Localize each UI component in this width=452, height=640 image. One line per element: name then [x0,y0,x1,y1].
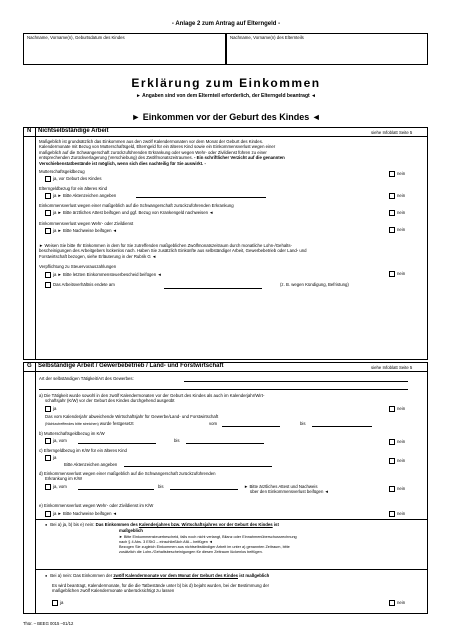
q-employment-end[interactable]: Das Arbeitsverhältnis endete am [45,282,115,288]
checkbox[interactable] [389,439,395,445]
g-d-yes[interactable]: ja, vom [45,484,67,490]
g-a-deviating-note: (Nichtzutreffendes bitte streichen) wurde festgesetzt [45,421,134,426]
g-e-label: e) Einkommensverlust wegen Wehr- oder Zivildienst im K/W [39,503,154,508]
parent-name-label: Nachname, Vorname(n) des Elternteils [230,35,304,40]
q-parental-no[interactable]: nein [389,193,405,199]
section-g-info: siehe Infoblatt Seite 5 [371,364,413,370]
g-d-hint: ► Bitte ärztliches Attest und Nachweis über den Einkommensverlust beifügen ◄ [244,484,329,495]
g-a-no[interactable]: nein [389,406,405,412]
g-c-yes[interactable]: ja [45,455,56,461]
g-e-yes[interactable]: ja ► Bitte Nachweise beifügen ◄ [45,511,117,517]
checkbox[interactable] [45,455,51,461]
section-g-letter: G [27,363,32,369]
checkbox[interactable] [389,600,395,606]
parent-name-field[interactable] [226,33,428,65]
checkbox[interactable] [52,600,58,606]
section-g-heading: Selbständige Arbeit / Gewerbebetrieb / Land- und Forstwirtschaft [38,363,224,369]
q-service-label: Einkommensverlust wegen Wehr- oder Zivildienst [39,221,134,226]
page-subtitle: ► Angaben sind von dem Elternteil erforderlich, der Elterngeld beantragt ◄ [135,93,317,99]
g-request-yes[interactable]: ja [52,600,63,606]
checkbox[interactable] [45,228,51,234]
checkbox[interactable] [389,171,395,177]
g-c-no[interactable]: nein [389,458,405,464]
section-n-note: ► Weisen Sie bitte Ihr Einkommen in dem für Sie zutreffenden maßgeblichen Zwölfmonatszeitraum durch monatliche Lohn-/Gehalts- bescheinigungen des Arbeitgebers lückenlos nach. Haben Sie zusätzlich Einkünfte aus selbständiger Arbeit, Gewerbebetrieb oder Land- und Forstwirtschaft bezogen, siehe Erläuterung in der Rubrik G ◄ [39,243,307,259]
g-b-label: b) Mutterschaftsgeldbezug im K/W [39,431,105,436]
checkbox[interactable] [45,511,51,517]
g-d-no[interactable]: nein [389,486,405,492]
page-title: Erklärung zum Einkommen [131,76,321,90]
q-illness-label: Einkommensverlust wegen einer maßgeblich auf die Schwangerschaft zurückzuführenden Erkrankung [39,203,234,208]
g-d-to: bis [158,484,164,489]
q-maternity-yes[interactable]: ja, vor Geburt des Kindes [45,176,102,182]
q-tax-no[interactable]: nein [389,271,405,277]
checkbox[interactable] [45,438,51,444]
g-a-from: vom [209,421,218,426]
checkbox[interactable] [389,458,395,464]
checkbox[interactable] [45,406,51,412]
q-tax-yes[interactable]: ja ► Bitte letzten Einkommensteuerbescheid beifügen ◄ [45,272,162,278]
checkbox[interactable] [45,193,51,199]
q-employment-hint: (z. B. wegen Kündigung, Befristung) [280,282,349,287]
section-n-info: siehe Infoblatt Seite 5 [371,129,413,135]
g-note-a-yes: ● Bei a) ja, b) bis e) nein: Das Einkommen des Kalenderjahres bzw. Wirtschaftsjahres vor der Geburt des Kindes ist maßgeblich ► Bitte Einkommensteuerbescheid, falls noch nicht verlangt, Bilanz oder Einnahmenüberschussrechnung nach § 4 Abs. 3 EStG – einschließlich AfA – beifügen ◄ Bezogen Sie zugleich Einkommen aus nichtselbständiger Arbeit im unter a) genannten Zeitraum, bitte zusätzlich die Lohn-/Gehaltsbescheinigungen für diesen Zeitraum lückenlos beifügen. [45,522,415,555]
checkbox[interactable] [389,271,395,277]
g-a-text: a) Die Tätigkeit wurde sowohl in den zwölf Kalendermonaten vor der Geburt des Kindes als auch im Kalenderjahr/Wirt- schaftsjahr (K/W) vor der Geburt des Kindes durchgehend ausgeübt [39,393,265,404]
g-b-yes[interactable]: ja, vom [45,438,67,444]
g-b-no[interactable]: nein [389,439,405,445]
g-note-a-no: ● Bei a) nein: Das Einkommen der zwölf Kalendermonate vor dem Monat der Geburt des Kindes ist maßgeblich [45,573,415,579]
checkbox[interactable] [389,406,395,412]
checkbox[interactable] [389,227,395,233]
checkbox[interactable] [45,210,51,216]
checkbox[interactable] [45,176,51,182]
section-n-intro: Maßgeblich ist grundsätzlich das Einkommen aus den zwölf Kalendermonaten vor dem Monat der Geburt des Kindes. Kalendermonate mit Bezug von Mutterschaftsgeld, Elterngeld für ein älteres Kind sowie ein Einkommensverlust wegen einer maßgeblich auf die Schwangerschaft zurückzuführenden Erkrankung oder wegen Wehr- oder Zivildienst führen zu einer entsprechenden Zurückverlagerung (Verschiebung) des Zwölfmonatszeitraumes. - Ein schriftlicher Verzicht auf die genannten Verschiebenstatbestände ist möglich, wenn sich dies nachteilig für Sie auswirkt. - [39,139,285,166]
g-e-no[interactable]: nein [389,511,405,517]
q-service-yes[interactable]: ja ► Bitte Nachweise beifügen ◄ [45,228,117,234]
g-c-hint: Bitte Aktenzeichen angeben [64,462,118,467]
g-a-yes[interactable]: ja [45,406,56,412]
section-title: ► Einkommen vor der Geburt des Kindes ◄ [131,112,321,122]
annex-label: - Anlage 2 zum Antrag auf Elterngeld - [171,21,281,27]
g-a-to: bis [300,421,306,426]
child-name-label: Nachname, Vorname(n), Geburtsdatum des Kindes [27,35,125,40]
checkbox[interactable] [45,484,51,490]
g-c-label: c) Elterngeldbezug im K/W für ein älteres Kind [39,448,127,453]
q-parental-label: Elterngeldbezug für ein älteres Kind [39,186,108,191]
child-name-field[interactable] [23,33,226,65]
g-b-to: bis [174,438,180,443]
q-service-no[interactable]: nein [389,227,405,233]
q-tax-label: Verpflichtung zu Steuervorauszahlungen [39,264,117,269]
q-illness-no[interactable]: nein [389,210,405,216]
q-maternity-label: Mutterschaftsgeldbezug [39,169,85,174]
checkbox[interactable] [389,193,395,199]
checkbox[interactable] [389,511,395,517]
section-n-letter: N [27,128,32,134]
g-art-label: Art der selbständigen Tätigkeit/Art des Gewerbes: [39,376,134,381]
section-n-heading: Nichtselbständige Arbeit [38,128,109,134]
g-a-deviating: Das vom Kalenderjahr abweichende Wirtschaftsjahr für Gewerbe/Land- und Forstwirtschaft [45,414,219,419]
q-illness-yes[interactable]: ja ► Bitte ärztliches Attest beifügen und ggf. Bezug von Krankengeld nachweisen ◄ [45,210,213,216]
g-d-text: d) Einkommensverlust wegen einer maßgeblich auf die Schwangerschaft zurückzuführenden Erkrankung im K/W [39,471,216,482]
checkbox[interactable] [45,282,51,288]
form-footer: Thür. – BEEG 0015 –01/12 [23,621,74,626]
q-maternity-no[interactable]: nein [389,171,405,177]
checkbox[interactable] [389,486,395,492]
g-note-a-no-request: Es wird beantragt, Kalendermonate, für die die Tatbestände unter b) bis d) bejaht wurden, bei der Bestimmung der maßgeblichen zwölf Kalendermonate unberücksichtigt zu lassen [52,583,270,594]
checkbox[interactable] [45,272,51,278]
q-parental-yes[interactable]: ja ► Bitte Aktenzeichen angeben [45,193,116,199]
g-request-no[interactable]: nein [389,600,405,606]
checkbox[interactable] [389,210,395,216]
